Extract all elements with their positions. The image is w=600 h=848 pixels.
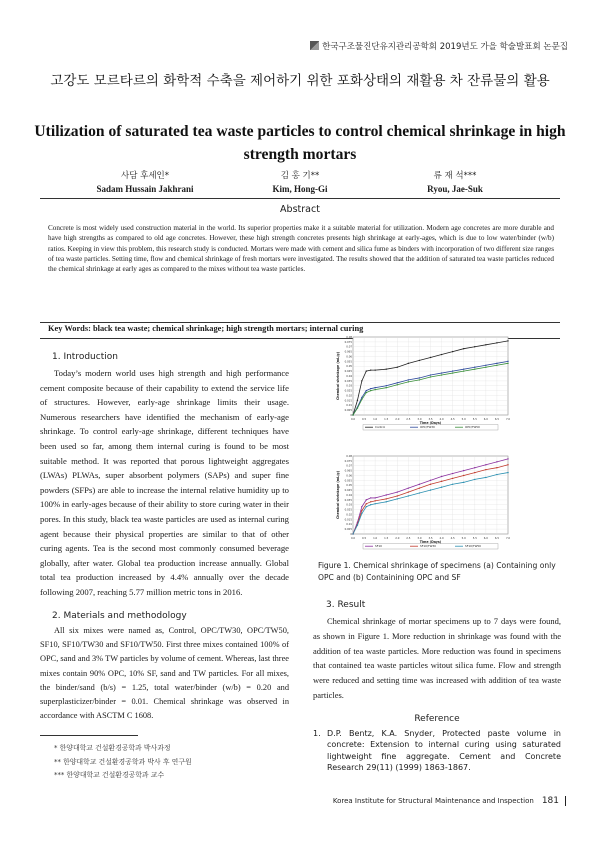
chart-a-x-tick-label: 5.5 bbox=[472, 418, 477, 421]
chart-b-series-2-point bbox=[496, 467, 497, 468]
chart-a-x-axis-label: Time (Days) bbox=[419, 421, 442, 425]
chart-b-series-1-point bbox=[452, 473, 453, 474]
chart-b-x-tick-label: 4.5 bbox=[450, 537, 455, 540]
chart-b-series-3-point bbox=[408, 495, 409, 496]
chart-a-series-1-point bbox=[397, 367, 398, 368]
chart-a-y-tick-label: 0.07 bbox=[346, 345, 352, 349]
chart-b-series-2-point bbox=[366, 503, 367, 504]
chart-a-y-axis-label: Chemical shrinkage (mL/g) bbox=[336, 351, 340, 401]
chart-b-x-axis-label: Time (Days) bbox=[419, 540, 442, 544]
intro-text bbox=[40, 366, 289, 600]
chart-b-series-3-point bbox=[441, 487, 442, 488]
chart-a-series-1-point bbox=[485, 344, 486, 345]
chart-a-series-3-point bbox=[463, 370, 464, 371]
figure-caption: Figure 1. Chemical shrinkage of specimens (a) Containing only OPC and (b) Containining OPC and SF bbox=[318, 561, 556, 582]
author-3 bbox=[365, 170, 545, 196]
chart-a-series-1-point bbox=[430, 357, 431, 358]
chart-a-series-3-point bbox=[496, 365, 497, 366]
chart-b-x-tick-label: 1.0 bbox=[373, 537, 378, 540]
chart-a-y-tick-label: 0.04 bbox=[346, 374, 352, 378]
author-2-name-kr: 김 홍 기** bbox=[280, 171, 320, 181]
chart-a-series-1-point bbox=[463, 348, 464, 349]
chart-a-series-3-point bbox=[474, 368, 475, 369]
author-3-name-en: Ryou, Jae-Suk bbox=[427, 184, 483, 194]
chart-b-x-tick-label: 2.0 bbox=[395, 537, 400, 540]
chart-b-series-3-point bbox=[419, 492, 420, 493]
chart-b-series-3-point bbox=[352, 533, 353, 534]
chart-a-x-tick-label: 4.5 bbox=[450, 418, 455, 421]
chart-b-series-1-point bbox=[386, 494, 387, 495]
abstract-top-rule bbox=[40, 198, 560, 199]
chart-b-series-1-point bbox=[474, 467, 475, 468]
reference-heading: Reference bbox=[414, 714, 460, 724]
chart-a-series-2-point bbox=[485, 365, 486, 366]
chart-b-series-1-point bbox=[430, 480, 431, 481]
chart-b-series-2-point bbox=[474, 472, 475, 473]
chart-b-series-1-point bbox=[366, 499, 367, 500]
intro-heading: 1. Introduction bbox=[52, 352, 118, 362]
chart-b-series-1-point bbox=[507, 458, 508, 459]
chart-a-x-tick-label: 6.5 bbox=[494, 418, 499, 421]
running-header bbox=[310, 40, 568, 52]
chart-a-series-3-point bbox=[386, 387, 387, 388]
chart-a-series-1-point bbox=[474, 346, 475, 347]
chart-b-series-2-point bbox=[408, 491, 409, 492]
chart-a-series-1-point bbox=[441, 354, 442, 355]
author-1 bbox=[55, 170, 235, 196]
chart-b-y-tick-label: 0.015 bbox=[344, 518, 352, 522]
chart-a-series-3-point bbox=[441, 374, 442, 375]
chart-b-series-2-point bbox=[374, 500, 375, 501]
chart-a-series-1-point bbox=[419, 360, 420, 361]
chart-b-y-tick-label: 0.065 bbox=[344, 469, 352, 473]
chart-a-y-tick-label: 0.055 bbox=[344, 360, 352, 364]
methods-heading: 2. Materials and methodology bbox=[52, 611, 187, 621]
chart-a-series-1-point bbox=[408, 363, 409, 364]
author-1-name-en: Sadam Hussain Jakhrani bbox=[96, 184, 194, 194]
chart-a-series-3-point bbox=[361, 399, 362, 400]
chart-b-y-tick-label: 0.07 bbox=[346, 464, 352, 468]
chart-b-series-1-point bbox=[374, 497, 375, 498]
chart-b-y-tick-label: 0.055 bbox=[344, 479, 352, 483]
chart-a-series-2-point bbox=[419, 377, 420, 378]
chart-b-series-2-point bbox=[441, 481, 442, 482]
chart-a-x-tick-label: 5.0 bbox=[461, 418, 466, 421]
chart-a-series-1-point bbox=[496, 342, 497, 343]
chart-a-series-3-point bbox=[485, 367, 486, 368]
title-korean: 고강도 모르타르의 화학적 수축을 제어하기 위한 포화상태의 재활용 차 잔류물의 활용 bbox=[50, 73, 550, 89]
result-text bbox=[313, 614, 561, 703]
chart-b-x-tick-label: 6.5 bbox=[494, 537, 499, 540]
chart-b-y-tick-label: 0.06 bbox=[346, 474, 352, 478]
chart-a-x-tick-label: 2.5 bbox=[406, 418, 411, 421]
chart-b-series-3-point bbox=[507, 472, 508, 473]
chart-a-series-2-point bbox=[496, 363, 497, 364]
chart-a-x-tick-label: 4.0 bbox=[439, 418, 444, 421]
chart-b-series-1-point bbox=[441, 476, 442, 477]
chart-a-series-2-point bbox=[452, 370, 453, 371]
chart-b-y-tick-label: 0.08 bbox=[346, 454, 352, 458]
methods-text bbox=[40, 624, 289, 723]
chart-a-y-tick-label: 0.05 bbox=[346, 365, 352, 369]
chart-b-series-2-point bbox=[397, 495, 398, 496]
title-english: Utilization of saturated tea waste particles to control chemical shrinkage in high strength mortars bbox=[34, 123, 566, 163]
footnote-rule bbox=[40, 735, 138, 736]
chart-a-x-tick-label: 1.5 bbox=[384, 418, 389, 421]
chart-b-series-3-point bbox=[496, 474, 497, 475]
chart-b-x-tick-label: 4.0 bbox=[439, 537, 444, 540]
chart-b-series-1-point bbox=[408, 487, 409, 488]
chart-a-series-1-point bbox=[452, 351, 453, 352]
chart-b-series-1-point bbox=[463, 470, 464, 471]
chart-b-y-tick-label: 0.04 bbox=[346, 493, 352, 497]
chart-b-y-tick-label: 0.045 bbox=[344, 489, 352, 493]
chart-a-series-2-point bbox=[386, 385, 387, 386]
chart-a-series-3-point bbox=[507, 363, 508, 364]
abstract-mid-rule bbox=[40, 322, 560, 323]
chart-b-x-tick-label: 3.5 bbox=[428, 537, 433, 540]
intro-paragraph: Today’s modern world uses high strength and high performance cement composite because of their capability to extend the service life of structures. However, early-age shrinkage limits their usage. Numerous researchers have identified the mechanism of early-age shrinkage. To control early-age shrinkage, different techniques have been used so far, among them internal curing is found to be most suitable method. It was reported that porous lightweight aggregates (LWAs) PLWAs, super absorbent polymers (SAPs) and super fine powders (SFPs) are able to increase the internal relative humidity up to 100% in early-ages because of their ability to store curing water in their pores. In this study, black tea waste particles are used as internal curing agent because their physical properties are similar to that of other curing agents. Tea is the second most commonly consumed beverage globally, after water. Global tea production increase annually. Global total tea production increased by 4.4% annually over the decade following 2007, reaching 5.77 million metric tons in 2016. bbox=[40, 368, 289, 597]
chart-b-series-3-point bbox=[474, 479, 475, 480]
chart-a-series-3-point bbox=[357, 407, 358, 408]
chart-a-series-1-point bbox=[386, 368, 387, 369]
result-heading: 3. Result bbox=[326, 600, 366, 610]
chart-b-x-tick-label: 5.5 bbox=[472, 537, 477, 540]
chart-a-x-tick-label: 1.0 bbox=[373, 418, 378, 421]
chart-b-series-3-point bbox=[397, 498, 398, 499]
author-2-name-en: Kim, Hong-Gi bbox=[272, 184, 328, 194]
chart-a-series-1-point bbox=[361, 380, 362, 381]
chart-a-y-tick-label: 0.045 bbox=[344, 370, 352, 374]
chart-a-series-2-point bbox=[366, 390, 367, 391]
chart-a-y-tick-label: 0.025 bbox=[344, 389, 352, 393]
reference-text: D.P. Bentz, K.A. Snyder, Protected paste volume in concrete: Extension to internal curing using saturated lightweight fine aggregate. Cement and Concrete Research 29(11) (1999) 1863-1867. bbox=[327, 729, 561, 773]
chart-a-series-3-point bbox=[397, 384, 398, 385]
chart-a-y-tick-label: 0.005 bbox=[344, 409, 352, 413]
chart-b-series-1-point bbox=[496, 461, 497, 462]
chart-b-y-tick-label: 0.05 bbox=[346, 484, 352, 488]
chart-b bbox=[333, 452, 513, 560]
chart-a-y-tick-label: 0.08 bbox=[346, 335, 352, 339]
abstract-text: Concrete is most widely used construction material in the world. Its superior properties make it a suitable material for utilization. Modern age concretes are more durable and have high strengths as compared to old age concretes. However, these high strength concretes presents high shrinkage at early-ages, which is due to low water/binder (w/b) ratios. Keeping in view this problem, this research study is conducted. Mortars were made with cement and silica fume as binders with incorporation of two different size ranges of tea waste particles. Setting time, flow and chemical shrinkage of fresh mortars were investigated. The results showed that the addition of saturated tea waste particles reduced the chemical shrinkage at early ages as compared to the mixes without tea waste particles. bbox=[48, 224, 554, 274]
chart-b-legend-label: SF10/TW30 bbox=[420, 544, 436, 549]
chart-b-x-tick-label: 7.0 bbox=[505, 537, 511, 540]
page-number: 181 bbox=[542, 796, 566, 806]
chart-b-series-2-point bbox=[430, 484, 431, 485]
chart-b-series-1-point bbox=[419, 484, 420, 485]
chart-a-series-2-point bbox=[463, 368, 464, 369]
chart-a-series-2-point bbox=[370, 388, 371, 389]
chart-b-legend-label: SF10 bbox=[375, 544, 382, 549]
chart-b-x-tick-label: 2.5 bbox=[406, 537, 411, 540]
chart-a-series-2-point bbox=[374, 387, 375, 388]
chart-b-series-3-point bbox=[361, 513, 362, 514]
chart-a-legend-label: Control bbox=[375, 425, 386, 430]
footnotes bbox=[54, 742, 304, 783]
chart-b-series-3-point bbox=[463, 482, 464, 483]
chart-a-y-tick-label: 0.03 bbox=[346, 384, 352, 388]
chart-b-series-3-point bbox=[452, 484, 453, 485]
keywords: Key Words: black tea waste; chemical shrinkage; high strength mortars; internal curing bbox=[48, 324, 364, 333]
footnote-2: ** 한양대학교 건설환경공학과 박사 후 연구원 bbox=[54, 757, 192, 766]
chart-a-legend-label: OPC/TW30 bbox=[420, 425, 435, 430]
chart-a-x-tick-label: 0.5 bbox=[362, 418, 367, 421]
chart-a-series-1-point bbox=[507, 340, 508, 341]
chart-a-series-2-point bbox=[430, 374, 431, 375]
chart-b-series-3-point bbox=[366, 506, 367, 507]
author-3-name-kr: 류 재 석*** bbox=[433, 171, 477, 181]
chart-a-x-tick-label: 2.0 bbox=[395, 418, 400, 421]
chart-a-series-2-point bbox=[441, 372, 442, 373]
chart-b-y-tick-label: 0.02 bbox=[346, 513, 352, 517]
chart-a-y-tick-label: 0.015 bbox=[344, 399, 352, 403]
chart-a-y-tick-label: 0.075 bbox=[344, 340, 352, 344]
chart-b-x-tick-label: 1.5 bbox=[384, 537, 389, 540]
chart-a-series-3-point bbox=[408, 381, 409, 382]
chart-a-x-tick-label: 6.0 bbox=[483, 418, 488, 421]
page-footer bbox=[333, 796, 566, 806]
chart-a-series-1-point bbox=[366, 370, 367, 371]
chart-b-series-1-point bbox=[361, 506, 362, 507]
chart-b-series-3-point bbox=[430, 489, 431, 490]
chart-a-x-tick-label: 3.0 bbox=[417, 418, 422, 421]
chart-b-series-2-point bbox=[452, 478, 453, 479]
chart-a-y-tick-label: 0.02 bbox=[346, 394, 352, 398]
footer-text: Korea Institute for Structural Maintenance and Inspection bbox=[332, 797, 534, 805]
chart-a-y-tick-label: 0 bbox=[350, 413, 352, 417]
chart-a-series-3-point bbox=[352, 414, 353, 415]
chart-a-legend-label: OPC/TW50 bbox=[465, 425, 480, 430]
chart-a-series-1-point bbox=[374, 369, 375, 370]
chart-a-y-tick-label: 0.01 bbox=[346, 404, 352, 408]
chart-b-series-2-point bbox=[386, 498, 387, 499]
footnote-3: *** 한양대학교 건설환경공학과 교수 bbox=[54, 771, 165, 780]
chart-a-series-3-point bbox=[366, 392, 367, 393]
chart-b-x-tick-label: 6.0 bbox=[483, 537, 488, 540]
chart-b-y-axis-label: Chemical shrinkage (mL/g) bbox=[336, 470, 340, 520]
chart-b-y-tick-label: 0.005 bbox=[344, 528, 352, 532]
chart-b-series-2-point bbox=[419, 487, 420, 488]
chart-b-x-tick-label: 0.5 bbox=[362, 537, 367, 540]
chart-a-series-2-point bbox=[474, 367, 475, 368]
chart-a-y-tick-label: 0.06 bbox=[346, 355, 352, 359]
chart-b-series-2-point bbox=[361, 510, 362, 511]
chart-b-series-3-point bbox=[357, 525, 358, 526]
chart-b-series-2-point bbox=[370, 501, 371, 502]
chart-b-x-tick-label: 0.0 bbox=[350, 537, 356, 540]
chart-b-series-2-point bbox=[485, 469, 486, 470]
chart-a-series-1-point bbox=[357, 400, 358, 401]
chart-a-series-2-point bbox=[397, 382, 398, 383]
chart-b-y-tick-label: 0.01 bbox=[346, 523, 352, 527]
footnote-1: * 한양대학교 건설환경공학과 박사과정 bbox=[54, 744, 171, 752]
chart-b-series-3-point bbox=[386, 501, 387, 502]
reference-entry bbox=[313, 728, 561, 774]
chart-b-series-1-point bbox=[370, 497, 371, 498]
chart-b-series-1-point bbox=[485, 464, 486, 465]
journal-logo-icon bbox=[310, 41, 319, 50]
chart-a-series-2-point bbox=[408, 379, 409, 380]
result-paragraph: Chemical shrinkage of mortar specimens up to 7 days were found, as shown in Figure 1. More reduction in shrinkage was found with the addition of tea waste particles. More reduction was found in specimens that contained tea waste particles witout silica fume. Flow and strength were reduced and setting time was increased with addition of tea waste particles. bbox=[313, 616, 561, 700]
chart-a-series-3-point bbox=[452, 372, 453, 373]
chart-a-y-tick-label: 0.035 bbox=[344, 379, 352, 383]
chart-a-x-tick-label: 3.5 bbox=[428, 418, 433, 421]
chart-b-x-tick-label: 5.0 bbox=[461, 537, 466, 540]
chart-b-x-tick-label: 3.0 bbox=[417, 537, 422, 540]
methods-paragraph: All six mixes were named as, Control, OPC/TW30, OPC/TW50, SF10, SF10/TW30 and SF10/TW50. First three mixes contained 100% of OPC, sand and 3% TW particles by volume of cement. Whereas, last three mixes contain 90% OPC, 10% SF, sand and TW particles. For all mixes, the binder/sand (b/s) = 1.25, total water/binder (w/b) = 0.20 and superplasticizer/binder = 0.01. Chemical shrinkage was observed in accordance with ASCTM C 1608. bbox=[40, 626, 289, 721]
chart-b-y-tick-label: 0.075 bbox=[344, 459, 352, 463]
author-1-name-kr: 사담 후세인* bbox=[120, 171, 169, 181]
chart-a-series-1-point bbox=[370, 369, 371, 370]
chart-b-y-tick-label: 0.03 bbox=[346, 503, 352, 507]
chart-a-series-3-point bbox=[374, 389, 375, 390]
chart-a-series-2-point bbox=[507, 361, 508, 362]
chart-a-series-3-point bbox=[430, 376, 431, 377]
chart-b-y-tick-label: 0.025 bbox=[344, 508, 352, 512]
chart-a-x-tick-label: 0.0 bbox=[350, 418, 356, 421]
chart-a bbox=[333, 333, 513, 441]
abstract-heading: Abstract bbox=[280, 204, 320, 215]
chart-b-series-1-point bbox=[397, 491, 398, 492]
chart-a-series-3-point bbox=[419, 379, 420, 380]
chart-b-y-tick-label: 0.035 bbox=[344, 498, 352, 502]
reference-number: 1. bbox=[313, 729, 321, 738]
running-header-text: 한국구조물진단유지관리공학회 2019년도 가을 학술발표회 논문집 bbox=[322, 42, 568, 52]
chart-a-x-tick-label: 7.0 bbox=[505, 418, 511, 421]
chart-a-series-3-point bbox=[370, 390, 371, 391]
chart-b-series-3-point bbox=[370, 504, 371, 505]
chart-a-y-tick-label: 0.065 bbox=[344, 350, 352, 354]
chart-b-legend-label: SF10/TW50 bbox=[465, 544, 481, 549]
chart-b-series-3-point bbox=[485, 477, 486, 478]
author-2 bbox=[210, 170, 390, 196]
chart-b-series-3-point bbox=[374, 503, 375, 504]
chart-b-y-tick-label: 0 bbox=[350, 532, 352, 536]
chart-b-series-2-point bbox=[463, 475, 464, 476]
chart-b-series-2-point bbox=[507, 464, 508, 465]
